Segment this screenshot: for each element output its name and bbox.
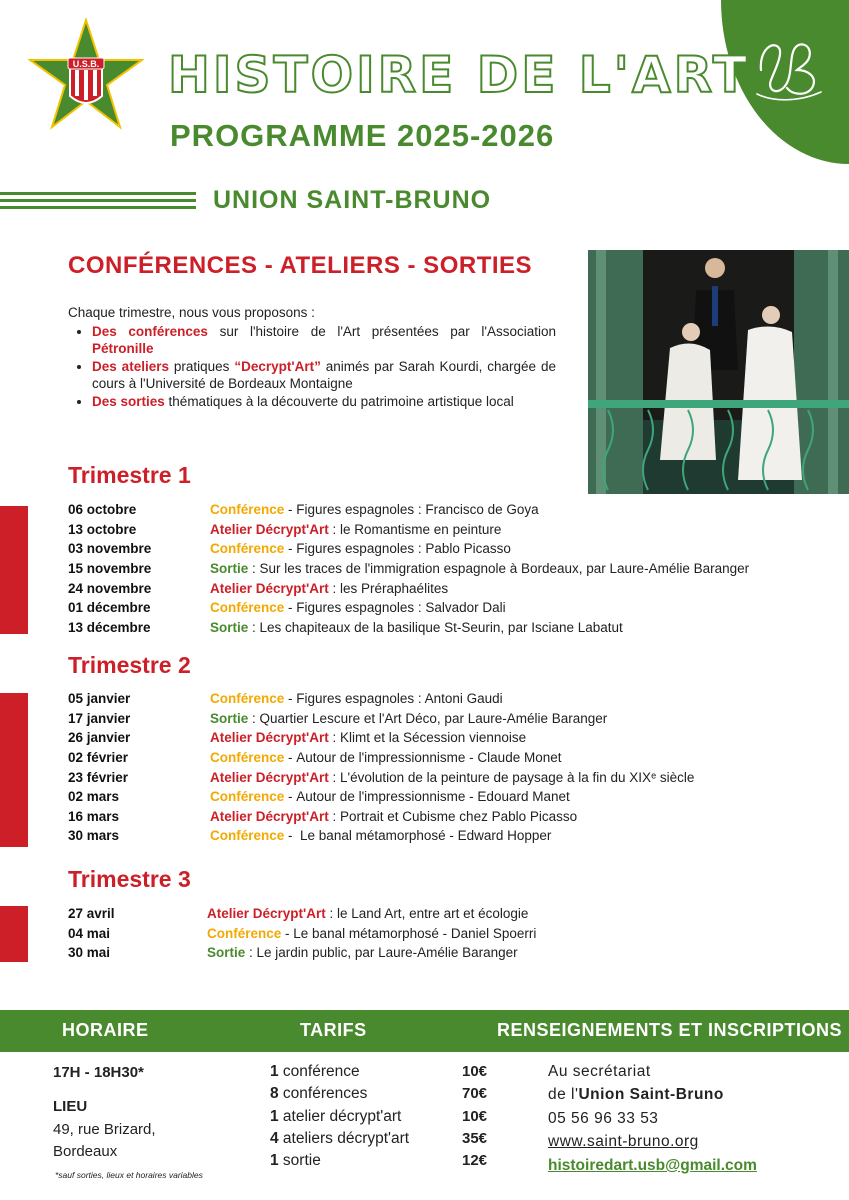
- event-date: 03 novembre: [68, 541, 152, 557]
- event-kind: Conférence: [210, 828, 285, 844]
- intro-bullet-strong: Des sorties: [92, 394, 165, 409]
- event-description: Figures espagnoles : Pablo Picasso: [296, 541, 511, 557]
- info-line-2-pre: de l': [548, 1086, 579, 1103]
- intro-bullet: [92, 393, 556, 410]
- event-row: [68, 559, 749, 579]
- event-row: [68, 728, 694, 748]
- event-row: [68, 924, 536, 944]
- event-description: Figures espagnoles : Francisco de Goya: [296, 502, 539, 518]
- event-kind: Sortie: [210, 619, 249, 635]
- event-row: [68, 578, 749, 598]
- event-date: 24 novembre: [68, 580, 152, 596]
- website-link[interactable]: www.saint-bruno.org: [548, 1133, 699, 1150]
- trimester-1-bar: [0, 506, 28, 634]
- tarif-item: [270, 1063, 360, 1081]
- event-kind: Atelier Décrypt'Art: [210, 730, 329, 746]
- event-description: Autour de l'impressionnisme - Claude Monet: [296, 750, 562, 766]
- section-heading: CONFÉRENCES - ATELIERS - SORTIES: [68, 252, 533, 279]
- event-kind: Atelier Décrypt'Art: [210, 808, 329, 824]
- event-date: 30 mars: [68, 828, 120, 844]
- intro-bullet: [92, 358, 556, 392]
- event-date: 27 avril: [68, 906, 115, 922]
- event-kind: Conférence: [210, 600, 285, 616]
- event-description: Le jardin public, par Laure-Amélie Baranger: [256, 945, 518, 961]
- trimester-1-title: Trimestre 1: [68, 462, 191, 488]
- address-line-1: 49, rue Brizard,: [53, 1121, 156, 1138]
- hours: 17H - 18H30*: [53, 1064, 144, 1081]
- event-separator: -: [284, 541, 297, 557]
- info-line-1: Au secrétariat: [548, 1063, 651, 1080]
- event-date: 13 octobre: [68, 521, 137, 537]
- event-kind: Sortie: [210, 561, 249, 577]
- tarif-qty: 8: [270, 1085, 279, 1103]
- event-separator: -: [284, 502, 297, 518]
- intro-list: [68, 323, 556, 410]
- event-kind: Atelier Décrypt'Art: [210, 769, 329, 785]
- event-date: 06 octobre: [68, 502, 137, 518]
- tarifs-heading: TARIFS: [300, 1020, 367, 1040]
- event-separator: :: [328, 521, 341, 537]
- event-row: [68, 500, 749, 520]
- event-row: [68, 520, 749, 540]
- event-description: L'évolution de la peinture de paysage à la fin du XIXᵉ siècle: [340, 769, 695, 785]
- decorative-lines: [0, 192, 196, 213]
- event-kind: Sortie: [207, 945, 246, 961]
- event-description: les Préraphaélites: [340, 580, 449, 596]
- event-separator: -: [284, 600, 297, 616]
- event-date: 17 janvier: [68, 710, 131, 726]
- organization-name: UNION SAINT-BRUNO: [213, 186, 492, 214]
- email-link[interactable]: histoiredart.usb@gmail.com: [548, 1157, 757, 1174]
- tarif-label: ateliers décrypt'art: [278, 1129, 410, 1147]
- event-separator: :: [248, 710, 260, 726]
- tarif-item: [270, 1085, 367, 1103]
- event-description: Figures espagnoles : Salvador Dali: [296, 600, 506, 616]
- event-date: 15 novembre: [68, 561, 152, 577]
- info-heading: RENSEIGNEMENTS ET INSCRIPTIONS: [497, 1020, 843, 1040]
- event-row: [68, 709, 694, 729]
- event-kind: Conférence: [210, 691, 285, 707]
- event-description: Figures espagnoles : Antoni Gaudi: [296, 691, 503, 707]
- event-kind: Conférence: [210, 750, 285, 766]
- event-kind: Conférence: [210, 789, 285, 805]
- tarif-price: 35€: [462, 1129, 488, 1147]
- tarif-label: sortie: [278, 1152, 321, 1170]
- event-description: le Romantisme en peinture: [340, 521, 502, 537]
- footnote: *sauf sorties, lieux et horaires variables: [55, 1170, 203, 1180]
- intro-bullet-text: sur l'histoire de l'Art présentées par l'Association: [207, 324, 556, 339]
- event-description: Les chapiteaux de la basilique St-Seurin, par Isciane Labatut: [259, 619, 623, 635]
- info-line-2-org: Union Saint-Bruno: [578, 1086, 724, 1103]
- trimester-2-title: Trimestre 2: [68, 652, 191, 678]
- event-separator: :: [328, 730, 341, 746]
- event-description: Le banal métamorphosé - Edward Hopper: [300, 828, 552, 844]
- event-separator: :: [328, 580, 341, 596]
- intro-bullet-tail: animés par Sarah Kourdi, chargée de cours à l'Université de Bordeaux Montaigne: [92, 359, 556, 391]
- event-row: [68, 787, 694, 807]
- event-kind: Conférence: [210, 502, 285, 518]
- tarif-price: 10€: [462, 1107, 488, 1125]
- event-row: [68, 689, 694, 709]
- event-separator: :: [328, 769, 341, 785]
- trimester-3-bar: [0, 906, 28, 962]
- tarif-price: 12€: [462, 1152, 488, 1170]
- event-row: [68, 598, 749, 618]
- logo-text: U.S.B.: [72, 59, 100, 69]
- tarif-price: 70€: [462, 1085, 488, 1103]
- usb-logo: [28, 18, 144, 134]
- tarif-label: conférence: [278, 1063, 360, 1080]
- event-date: 26 janvier: [68, 730, 131, 746]
- event-separator: :: [325, 906, 338, 922]
- event-separator: :: [328, 808, 341, 824]
- event-kind: Conférence: [210, 541, 285, 557]
- program-subtitle: PROGRAMME 2025-2026: [170, 118, 555, 153]
- intro-lead: Chaque trimestre, nous vous proposons :: [68, 305, 315, 320]
- intro-bullet-strong: Des conférences: [92, 324, 208, 339]
- tarif-label: atelier décrypt'art: [278, 1107, 402, 1125]
- event-row: [68, 767, 694, 787]
- event-description: Autour de l'impressionnisme - Edouard Manet: [296, 789, 570, 805]
- trimester-1-list: [68, 500, 749, 637]
- intro-bullet-text: pratiques: [168, 359, 235, 374]
- event-description: Portrait et Cubisme chez Pablo Picasso: [340, 808, 578, 824]
- event-kind: Atelier Décrypt'Art: [207, 906, 326, 922]
- event-kind: Conférence: [207, 925, 282, 941]
- event-separator: :: [248, 619, 260, 635]
- event-date: 16 mars: [68, 808, 120, 824]
- event-date: 05 janvier: [68, 691, 131, 707]
- event-separator: -: [284, 750, 297, 766]
- trimester-2-list: [68, 689, 694, 846]
- lieu-heading: LIEU: [53, 1098, 88, 1115]
- tarif-price: 10€: [462, 1063, 488, 1080]
- intro-bullet-strong: Des ateliers: [92, 359, 169, 374]
- event-row: [68, 748, 694, 768]
- event-date: 02 février: [68, 750, 129, 766]
- event-date: 23 février: [68, 769, 129, 785]
- event-description: Sur les traces de l'immigration espagnole à Bordeaux, par Laure-Amélie Baranger: [259, 561, 750, 577]
- event-kind: Sortie: [210, 710, 249, 726]
- event-date: 02 mars: [68, 789, 120, 805]
- event-separator: -: [284, 789, 297, 805]
- event-row: [68, 618, 749, 638]
- trimester-3-title: Trimestre 3: [68, 866, 191, 892]
- intro-bullet-strong2: “Decrypt'Art”: [234, 359, 321, 374]
- event-date: 30 mai: [68, 945, 111, 961]
- event-date: 01 décembre: [68, 600, 151, 616]
- tarif-label: conférences: [278, 1085, 368, 1103]
- event-row: [68, 826, 694, 846]
- event-date: 04 mai: [68, 925, 111, 941]
- tarif-qty: 1: [270, 1152, 279, 1170]
- event-kind: Atelier Décrypt'Art: [210, 521, 329, 537]
- event-row: [68, 904, 536, 924]
- tarif-qty: 1: [270, 1063, 279, 1080]
- tarif-item: [270, 1108, 401, 1126]
- trimester-2-bar: [0, 693, 28, 847]
- event-row: [68, 807, 694, 827]
- phone-number[interactable]: 05 56 96 33 53: [548, 1110, 659, 1127]
- intro-bullet: [92, 323, 556, 357]
- event-description: le Land Art, entre art et écologie: [337, 906, 529, 922]
- tarif-qty: 4: [270, 1129, 279, 1147]
- event-separator: :: [245, 945, 257, 961]
- monogram-icon: [749, 30, 829, 110]
- page-title: HISTOIRE DE L'ART: [168, 46, 751, 104]
- event-row: [68, 539, 749, 559]
- intro-block: [68, 304, 556, 411]
- tarif-item: [270, 1152, 321, 1170]
- address-line-2: Bordeaux: [53, 1143, 118, 1160]
- tarif-item: [270, 1130, 409, 1148]
- info-line-2: [548, 1086, 724, 1104]
- event-separator: -: [284, 691, 297, 707]
- event-separator: -: [281, 925, 294, 941]
- event-separator: -: [284, 828, 301, 844]
- event-separator: :: [248, 561, 260, 577]
- intro-bullet-text: thématiques à la découverte du patrimoine artistique local: [164, 394, 514, 409]
- event-kind: Atelier Décrypt'Art: [210, 580, 329, 596]
- event-date: 13 décembre: [68, 619, 151, 635]
- event-description: Le banal métamorphosé - Daniel Spoerri: [293, 925, 537, 941]
- horaire-heading: HORAIRE: [62, 1020, 149, 1040]
- intro-bullet-strong2: Pétronille: [92, 341, 154, 356]
- event-description: Quartier Lescure et l'Art Déco, par Laure-Amélie Baranger: [259, 710, 608, 726]
- tarif-qty: 1: [270, 1107, 279, 1125]
- painting-image: [588, 250, 849, 494]
- event-row: [68, 943, 536, 963]
- trimester-3-list: [68, 904, 536, 963]
- event-description: Klimt et la Sécession viennoise: [340, 730, 527, 746]
